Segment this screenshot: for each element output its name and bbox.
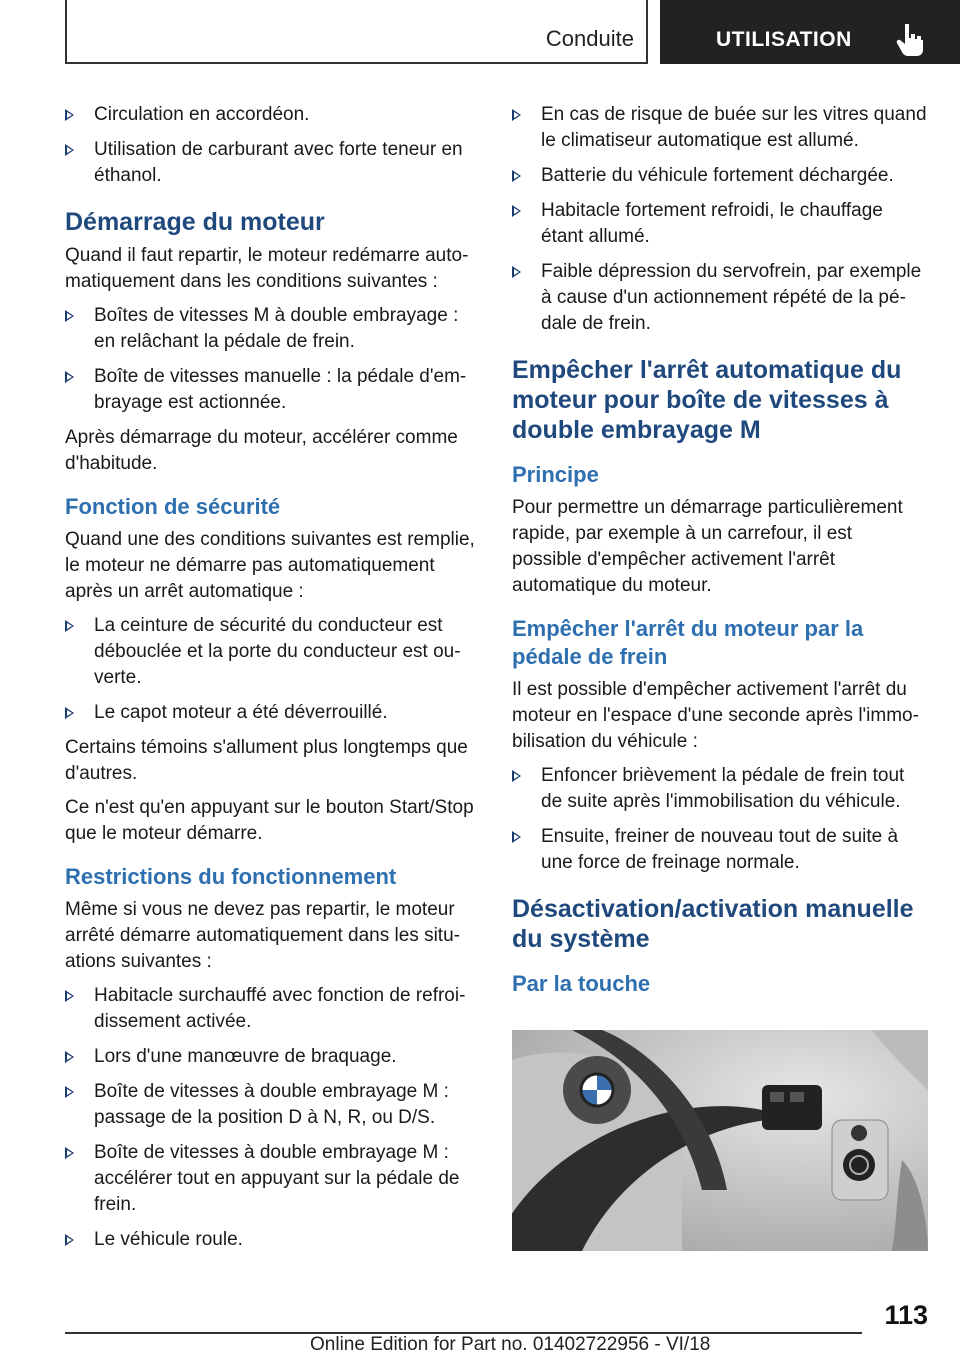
page-number: 113 — [884, 1300, 928, 1330]
list-item: Faible dépression du servofrein, par exemple à cause d'un actionnement répété de la pédale de frein. — [512, 259, 927, 337]
paragraph: Il est possible d'empêcher activement l'arrêt du moteur en l'espace d'une seconde après l'immobilisation du véhicule : — [512, 679, 919, 752]
section-tab — [660, 0, 960, 64]
list-item: Habitacle surchauffé avec fonction de refroidissement activée. — [65, 983, 480, 1035]
right-column — [512, 102, 927, 1004]
triangle-bullet-icon — [512, 831, 521, 843]
section-title: UTILISATION — [716, 28, 852, 51]
triangle-bullet-icon — [65, 310, 74, 322]
triangle-bullet-icon — [512, 770, 521, 782]
list-item: En cas de risque de buée sur les vitres quand le climatiseur automatique est allumé. — [512, 102, 927, 154]
edition-text: Online Edition for Part no. 01402722956 - VI/18 — [310, 1334, 711, 1355]
list-item: Le capot moteur a été déverrouillé. — [65, 700, 480, 726]
heading-touche: Par la touche — [512, 971, 651, 996]
heading-securite: Fonction de sécurité — [65, 494, 281, 519]
triangle-bullet-icon — [65, 1234, 74, 1246]
heading-restrictions: Restrictions du fonctionnement — [65, 864, 397, 889]
heading-empecher: Empêcher l'arrêt automatique du moteur pour boîte de vitesses à double embrayage M — [512, 356, 902, 444]
steering-wheel-illustration — [512, 1030, 928, 1251]
triangle-bullet-icon — [65, 144, 74, 156]
heading-desactivation: Désactivation/activation manuelle du système — [512, 895, 914, 953]
triangle-bullet-icon — [512, 266, 521, 278]
hand-pointer-icon — [895, 22, 927, 56]
paragraph: Pour permettre un démarrage particulièrement rapide, par exemple à un carrefour, il est possible d'empêcher activement l'arrêt automatique du moteur. — [512, 497, 903, 596]
list-item: Batterie du véhicule fortement déchargée. — [512, 163, 927, 189]
heading-frein: Empêcher l'arrêt du moteur par la pédale de frein — [512, 616, 864, 669]
list-item: La ceinture de sécurité du conducteur est débouclée et la porte du conducteur est ouverte. — [65, 613, 480, 691]
triangle-bullet-icon — [65, 1147, 74, 1159]
footer-edition — [310, 1334, 710, 1356]
triangle-bullet-icon — [65, 707, 74, 719]
triangle-bullet-icon — [65, 1051, 74, 1063]
triangle-bullet-icon — [512, 109, 521, 121]
triangle-bullet-icon — [65, 990, 74, 1002]
triangle-bullet-icon — [65, 371, 74, 383]
list-item: Boîte de vitesses à double embrayage M : accélérer tout en appuyant sur la pédale de frein. — [65, 1140, 480, 1218]
paragraph: Certains témoins s'allument plus longtemps que d'autres. — [65, 737, 468, 784]
triangle-bullet-icon — [512, 205, 521, 217]
triangle-bullet-icon — [65, 1086, 74, 1098]
paragraph: Ce n'est qu'en appuyant sur le bouton Start/Stop que le moteur démarre. — [65, 797, 474, 844]
left-column — [65, 102, 480, 1262]
paragraph: Quand il faut repartir, le moteur redémarre automatiquement dans les conditions suivantes : — [65, 245, 469, 292]
paragraph: Quand une des conditions suivantes est remplie, le moteur ne démarre pas automatiquement après un arrêt automatique : — [65, 529, 475, 602]
list-item: Le véhicule roule. — [65, 1227, 480, 1253]
list-item: Boîte de vitesses à double embrayage M : passage de la position D à N, R, ou D/S. — [65, 1079, 480, 1131]
heading-demarrage: Démarrage du moteur — [65, 208, 325, 236]
triangle-bullet-icon — [65, 620, 74, 632]
list-item: Enfoncer brièvement la pédale de frein tout de suite après l'immobilisation du véhicule. — [512, 763, 927, 815]
list-item: Boîtes de vitesses M à double embrayage : en relâchant la pédale de frein. — [65, 303, 480, 355]
paragraph: Même si vous ne devez pas repartir, le moteur arrêté démarre automatiquement dans les situations suivantes : — [65, 899, 460, 972]
triangle-bullet-icon — [65, 109, 74, 121]
list-item: Ensuite, freiner de nouveau tout de suite à une force de freinage normale. — [512, 824, 927, 876]
chapter-title: Conduite — [545, 26, 634, 51]
list-item: Boîte de vitesses manuelle : la pédale d'embrayage est actionnée. — [65, 364, 480, 416]
header-chapter-box — [65, 0, 648, 64]
triangle-bullet-icon — [512, 170, 521, 182]
list-item: Circulation en accordéon. — [65, 102, 480, 128]
paragraph: Après démarrage du moteur, accélérer comme d'habitude. — [65, 427, 458, 474]
steering-wheel-photo — [512, 1030, 928, 1251]
list-item: Utilisation de carburant avec forte teneur en éthanol. — [65, 137, 480, 189]
list-item: Lors d'une manœuvre de braquage. — [65, 1044, 480, 1070]
list-item: Habitacle fortement refroidi, le chauffage étant allumé. — [512, 198, 927, 250]
heading-principe: Principe — [512, 462, 599, 487]
